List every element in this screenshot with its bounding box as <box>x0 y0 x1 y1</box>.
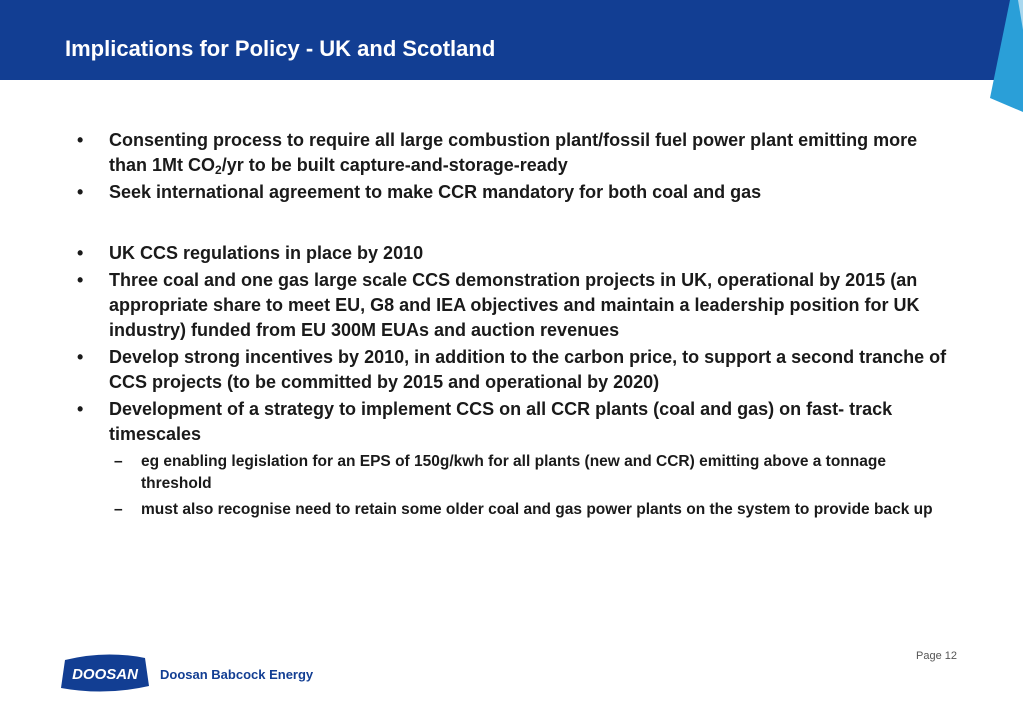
doosan-logo <box>59 652 151 694</box>
bullet-text: Seek international agreement to make CCR mandatory for both coal and gas <box>109 182 762 202</box>
sub-bullet-text: must also recognise need to retain some older coal and gas power plants on the system to provide back up <box>141 501 933 518</box>
company-name: Doosan Babcock Energy <box>160 667 314 682</box>
page-title: Implications for Policy - UK and Scotland <box>65 36 496 61</box>
sub-bullet-item <box>77 499 947 521</box>
page-number: Page 12 <box>916 650 957 662</box>
bullet-text: Three coal and one gas large scale CCS demonstration projects in UK, operational by 2015 (an appropriate share to meet EU, G8 and IEA objectives and maintain a leadership position for UK industry) funded from EU 300M EUAs and auction revenues <box>109 270 920 340</box>
bullet-mark: • <box>77 270 84 290</box>
bullet-item <box>77 180 947 205</box>
sub-bullet-text: eg enabling legislation for an EPS of 150g/kwh for all plants (new and CCR) emitting above a tonnage threshold <box>141 453 886 492</box>
bullet-list <box>77 128 947 521</box>
bullet-item <box>77 397 947 447</box>
bullet-mark: • <box>77 347 84 367</box>
subscript: 2 <box>215 163 222 177</box>
bullet-item <box>77 345 947 395</box>
logo-text: DOOSAN <box>72 666 138 683</box>
bullet-item <box>77 241 947 266</box>
bullet-item <box>77 128 947 178</box>
bullet-item <box>77 268 947 343</box>
bullet-text: /yr to be built capture-and-storage-ready <box>221 155 568 175</box>
sub-bullet-mark: – <box>114 453 123 470</box>
bullet-text: UK CCS regulations in place by 2010 <box>109 243 424 263</box>
bullet-text: Development of a strategy to implement CCS on all CCR plants (coal and gas) on fast- track timescales <box>109 399 893 444</box>
bullet-mark: • <box>77 130 84 150</box>
bullet-mark: • <box>77 243 84 263</box>
sub-bullet-item <box>77 451 947 495</box>
sub-bullet-mark: – <box>114 501 123 518</box>
bullet-mark: • <box>77 399 84 419</box>
bullet-text: Develop strong incentives by 2010, in addition to the carbon price, to support a second tranche of CCS projects (to be committed by 2015 and operational by 2020) <box>109 347 947 392</box>
bullet-text: Consenting process to require all large combustion plant/fossil fuel power plant emitting more than 1Mt CO <box>109 130 918 175</box>
bullet-mark: • <box>77 182 84 202</box>
